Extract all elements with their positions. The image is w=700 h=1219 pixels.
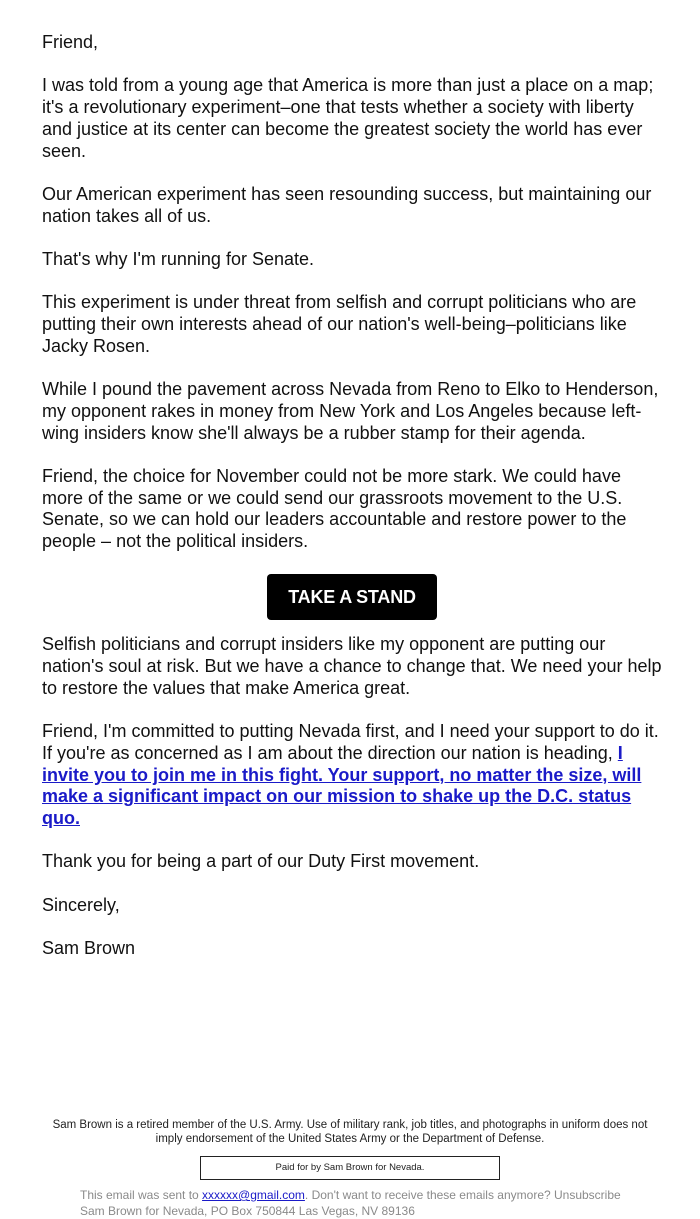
sent-to-line	[80, 1188, 700, 1204]
paragraph-pound-pavement: While I pound the pavement across Nevada from Reno to Elko to Henderson, my opponent rakes in money from New York and Los Angeles because left-wing insiders know she'll always be a rubber stamp for their agenda.	[42, 379, 659, 443]
signature: Sam Brown	[42, 938, 136, 959]
paragraph-under-threat: This experiment is under threat from selfish and corrupt politicians who are putting their own interests ahead of our nation's well-being–politicians like Jacky Rosen.	[42, 292, 637, 356]
cta-container	[42, 574, 662, 620]
paragraph-selfish-politicians: Selfish politicians and corrupt insiders like my opponent are putting our nation's soul at risk. But we have a chance to change that. We need your help to restore the values that make America great.	[42, 634, 662, 698]
unsubscribe-text[interactable]: . Don't want to receive these emails anymore? Unsubscribe	[304, 1188, 621, 1202]
paragraph-america-experiment: I was told from a young age that America is more than just a place on a map; it's a revolutionary experiment–one that tests whether a society with liberty and justice at its center can become the greatest society the world has ever seen.	[42, 75, 654, 161]
email-body	[42, 32, 662, 982]
military-disclaimer: Sam Brown is a retired member of the U.S. Army. Use of military rank, job titles, and photographs in uniform does not imply endorsement of the United States Army or the Department of Defense.	[52, 1119, 648, 1145]
paragraph-resounding-success: Our American experiment has seen resounding success, but maintaining our nation takes all of us.	[42, 183, 652, 226]
greeting: Friend,	[42, 32, 99, 52]
paragraph-choice-november: Friend, the choice for November could not be more stark. We could have more of the same or we could send our grassroots movement to the U.S. Senate, so we can hold our leaders accountable and restore power to the people – not the political insiders.	[42, 465, 627, 552]
join-fight-link[interactable]: I invite you to join me in this fight. Your support, no matter the size, will make a significant impact on our mission to shake up the D.C. status quo.	[42, 742, 642, 829]
mailing-address: Sam Brown for Nevada, PO Box 750844 Las Vegas, NV 89136	[80, 1203, 415, 1218]
paragraph-committed	[42, 721, 662, 830]
commit-text: Friend, I'm committed to putting Nevada first, and I need your support to do it. If you're as concerned as I am about the direction our nation is heading,	[42, 721, 659, 763]
sent-to-prefix: This email was sent to	[80, 1188, 203, 1202]
take-a-stand-button[interactable]: TAKE A STAND	[267, 574, 437, 620]
unsubscribe-notice	[80, 1188, 700, 1219]
closing: Sincerely,	[42, 894, 120, 915]
paragraph-thank-you: Thank you for being a part of our Duty First movement.	[42, 851, 480, 872]
recipient-email-link[interactable]: xxxxxx@gmail.com	[202, 1188, 305, 1202]
email-footer	[0, 1118, 700, 1219]
paid-for-box: Paid for by Sam Brown for Nevada.	[200, 1156, 500, 1180]
paragraph-running-for-senate: That's why I'm running for Senate.	[42, 248, 315, 269]
